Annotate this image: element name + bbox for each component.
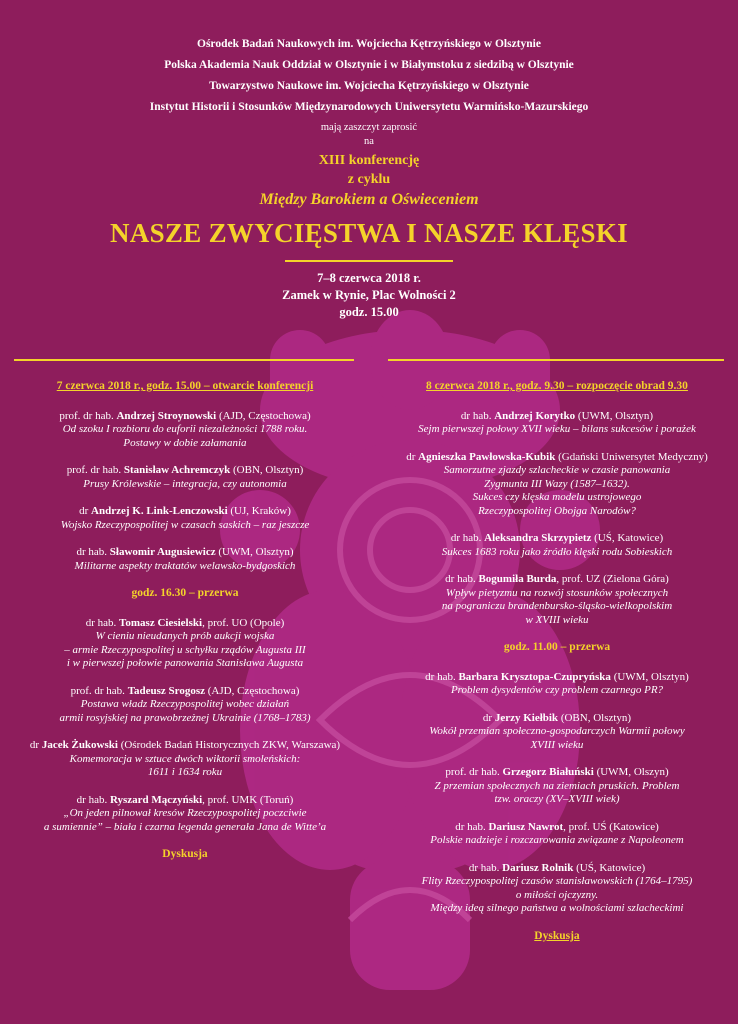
talk-title: o miłości ojczyzny. bbox=[515, 888, 599, 901]
speaker-affiliation: , prof. UZ (Zielona Góra) bbox=[556, 573, 669, 585]
talk-title: Wpływ pietyzmu na rozwój stosunków społecznych bbox=[445, 586, 669, 599]
speaker-degree: prof. dr hab. bbox=[70, 684, 125, 697]
speaker-degree: dr hab. bbox=[455, 820, 486, 833]
speaker-affiliation: (OBN, Olsztyn) bbox=[560, 711, 632, 724]
speaker-degree: dr hab. bbox=[76, 546, 108, 558]
speaker-name: Dariusz Nawrot bbox=[488, 820, 564, 833]
speaker-name: Bogumiła Burda bbox=[478, 573, 557, 585]
speaker-affiliation: (UŚ, Katowice) bbox=[594, 532, 664, 544]
na-text: na bbox=[364, 136, 374, 147]
talk-title: tzw. oraczy (XV–XVIII wiek) bbox=[494, 793, 620, 805]
speaker-degree: prof. dr hab. bbox=[445, 766, 500, 778]
talk-item bbox=[20, 410, 350, 451]
talk-title: Sukces 1683 roku jako źródło klęski rodu Sobieskich bbox=[441, 545, 673, 558]
talk-title: Wojsko Rzeczypospolitej w czasach saskich – raz jeszcze bbox=[60, 518, 310, 531]
cycle-name: Między Barokiem a Oświeceniem bbox=[259, 191, 479, 208]
talk-item bbox=[392, 573, 722, 627]
speaker-affiliation: (UŚ, Katowice) bbox=[576, 861, 646, 874]
talk-title: Postawa władz Rzeczypospolitej wobec działań bbox=[80, 698, 290, 710]
speaker-affiliation: , prof. UŚ (Katowice) bbox=[563, 820, 659, 833]
talk-title: Samorzutne zjazdy szlacheckie w czasie panowania bbox=[443, 464, 671, 476]
talk-title: Polskie nadzieje i rozczarowania związane z Napoleonem bbox=[430, 834, 684, 846]
speaker-degree: dr hab. bbox=[85, 616, 117, 629]
discussion-label: Dyskusja bbox=[534, 929, 580, 942]
speaker-affiliation: (UWM, Olsztyn) bbox=[218, 546, 294, 558]
talk-item bbox=[20, 685, 350, 726]
speaker-name: Aleksandra Skrzypietz bbox=[484, 532, 592, 544]
talk-item bbox=[392, 532, 722, 559]
speaker-affiliation: (Ośrodek Badań Historycznych ZKW, Warszawa) bbox=[120, 739, 341, 751]
talk-title: Między ideą silnego państwa a wolnościami szlacheckimi bbox=[430, 902, 684, 914]
cycle-prefix: z cyklu bbox=[347, 172, 391, 187]
talk-item bbox=[392, 712, 722, 753]
speaker-affiliation: (UWM, Olsztyn) bbox=[577, 409, 654, 422]
speaker-degree: dr hab. bbox=[425, 670, 456, 683]
day-1-column bbox=[20, 380, 350, 862]
talk-title: Prusy Królewskie – integracja, czy autonomia bbox=[83, 477, 287, 490]
speaker-affiliation: (UWM, Olsztyn) bbox=[613, 670, 689, 683]
talk-item bbox=[20, 464, 350, 491]
talk-title: Postawy w dobie załamania bbox=[123, 436, 247, 449]
talk-item bbox=[392, 410, 722, 437]
talk-title: XVIII wieku bbox=[530, 738, 584, 751]
speaker-degree: dr hab. bbox=[450, 532, 482, 544]
speaker-name: Tomasz Ciesielski bbox=[119, 616, 203, 629]
talk-title: Militarne aspekty traktatów welawsko-bydgoskich bbox=[74, 559, 296, 572]
talk-item bbox=[392, 671, 722, 698]
talk-item bbox=[20, 739, 350, 780]
speaker-affiliation: , prof. UMK (Toruń) bbox=[202, 793, 294, 806]
discussion-label: Dyskusja bbox=[162, 848, 208, 860]
speaker-name: Sławomir Augusiewicz bbox=[109, 546, 216, 558]
organizer-1: Ośrodek Badań Naukowych im. Wojciecha Kętrzyńskiego w Olsztynie bbox=[197, 38, 541, 50]
speaker-affiliation: (Gdański Uniwersytet Medyczny) bbox=[558, 450, 708, 463]
header bbox=[0, 0, 738, 321]
title-divider bbox=[285, 260, 453, 262]
organizer-4: Instytut Historii i Stosunków Międzynarodowych Uniwersytetu Warmińsko-Mazurskiego bbox=[149, 101, 589, 113]
event-time: godz. 15.00 bbox=[339, 305, 399, 319]
organizer-3: Towarzystwo Naukowe im. Wojciecha Kętrzyńskiego w Olsztynie bbox=[209, 80, 529, 92]
talk-title: armii rosyjskiej na prawobrzeżnej Ukrainie (1768–1783) bbox=[59, 711, 311, 724]
organizer-2: Polska Akademia Nauk Oddział w Olsztynie i w Białymstoku z siedzibą w Olsztynie bbox=[164, 59, 574, 71]
talk-title: W cieniu nieudanych prób aukcji wojska bbox=[95, 630, 275, 642]
divider-right bbox=[388, 359, 724, 361]
talk-item bbox=[392, 451, 722, 519]
talk-title: a sumiennie” – biała i czarna legenda generała Jana de Witte’a bbox=[43, 820, 327, 833]
talk-item bbox=[20, 617, 350, 671]
break-label: godz. 16.30 – przerwa bbox=[131, 587, 239, 599]
talk-title: Komemoracja w sztuce dwóch wiktorii smoleńskich: bbox=[69, 752, 301, 765]
speaker-degree: dr bbox=[79, 505, 89, 517]
speaker-name: Tadeusz Srogosz bbox=[127, 684, 206, 697]
invite-text: mają zaszczyt zaprosić bbox=[320, 122, 418, 133]
talk-item bbox=[20, 546, 350, 573]
talk-title: Z przemian społecznych na ziemiach pruskich. Problem bbox=[434, 779, 680, 792]
talk-item bbox=[20, 794, 350, 835]
speaker-degree: dr hab. bbox=[76, 793, 108, 806]
speaker-affiliation: (OBN, Olsztyn) bbox=[233, 464, 304, 476]
talk-item bbox=[392, 821, 722, 848]
speaker-name: Andrzej Korytko bbox=[494, 409, 576, 422]
talk-title: „On jeden pilnował kresów Rzeczypospolitej poczciwie bbox=[63, 807, 307, 819]
speaker-name: Dariusz Rolnik bbox=[502, 861, 574, 874]
day-2-heading: 8 czerwca 2018 r., godz. 9.30 – rozpoczęcie obrad 9.30 bbox=[426, 380, 688, 392]
talk-title: Flity Rzeczypospolitej czasów stanisławowskich (1764–1795) bbox=[421, 875, 693, 887]
event-date: 7–8 czerwca 2018 r. bbox=[317, 271, 421, 285]
speaker-name: Jacek Żukowski bbox=[41, 739, 118, 751]
speaker-degree: dr bbox=[406, 450, 416, 463]
speaker-affiliation: (UWM, Olszyn) bbox=[596, 766, 669, 778]
speaker-degree: dr bbox=[482, 711, 493, 724]
talk-title: w XVIII wieku bbox=[525, 613, 589, 626]
talk-item bbox=[20, 505, 350, 532]
speaker-name: Stanisław Achremczyk bbox=[123, 464, 231, 476]
break-label: godz. 11.00 – przerwa bbox=[503, 641, 611, 653]
speaker-degree: dr bbox=[29, 739, 40, 751]
talk-item bbox=[392, 766, 722, 807]
speaker-name: Agnieszka Pawłowska-Kubik bbox=[418, 450, 556, 463]
speaker-degree: prof. dr hab. bbox=[59, 409, 114, 422]
talk-title: na pograniczu brandenbursko-śląsko-wielkopolskim bbox=[441, 600, 673, 612]
talk-title: i w pierwszej połowie panowania Stanisława Augusta bbox=[66, 657, 304, 669]
talk-title: Sejm pierwszej połowy XVII wieku – bilans sukcesów i porażek bbox=[418, 423, 696, 435]
talk-title: Od szoku I rozbioru do euforii niezależności 1788 roku. bbox=[62, 423, 308, 435]
speaker-name: Jerzy Kiełbik bbox=[494, 711, 559, 724]
day-2-column bbox=[392, 380, 722, 943]
speaker-degree: dr hab. bbox=[445, 573, 476, 585]
speaker-name: Grzegorz Białuński bbox=[502, 766, 594, 778]
talk-title: 1611 i 1634 roku bbox=[147, 766, 223, 778]
speaker-name: Andrzej Stroynowski bbox=[116, 409, 217, 422]
talk-item bbox=[392, 862, 722, 916]
event-place: Zamek w Rynie, Plac Wolności 2 bbox=[282, 288, 456, 302]
talk-title: – armie Rzeczypospolitej u schyłku rządów Augusta III bbox=[64, 643, 306, 656]
talk-title: Problem dysydentów czy problem czarnego PR? bbox=[450, 684, 664, 696]
talk-title: Wokół przemian społeczno-gospodarczych Warmii połowy bbox=[429, 725, 685, 737]
speaker-affiliation: (AJD, Częstochowa) bbox=[207, 684, 300, 697]
speaker-name: Andrzej K. Link-Lenczowski bbox=[91, 505, 228, 517]
speaker-affiliation: , prof. UO (Opole) bbox=[202, 616, 285, 629]
day-1-heading: 7 czerwca 2018 r., godz. 15.00 – otwarcie konferencji bbox=[56, 380, 314, 392]
speaker-degree: dr hab. bbox=[460, 409, 492, 422]
page-title: NASZE ZWYCIĘSTWA I NASZE KLĘSKI bbox=[110, 218, 628, 248]
speaker-name: Ryszard Mączyński bbox=[109, 793, 203, 806]
speaker-affiliation: (AJD, Częstochowa) bbox=[218, 409, 311, 422]
talk-title: Rzeczypospolitej Obojga Narodów? bbox=[478, 504, 636, 517]
speaker-degree: dr hab. bbox=[468, 861, 500, 874]
speaker-affiliation: (UJ, Kraków) bbox=[230, 505, 291, 517]
talk-title: Sukces czy klęska modelu ustrojowego bbox=[472, 491, 642, 503]
conference-number: XIII konferencję bbox=[318, 153, 420, 168]
talk-title: Zygmunta III Wazy (1587–1632). bbox=[484, 477, 630, 490]
speaker-degree: prof. dr hab. bbox=[66, 464, 122, 476]
speaker-name: Barbara Krysztopa-Czupryńska bbox=[458, 670, 611, 683]
divider-left bbox=[14, 359, 354, 361]
